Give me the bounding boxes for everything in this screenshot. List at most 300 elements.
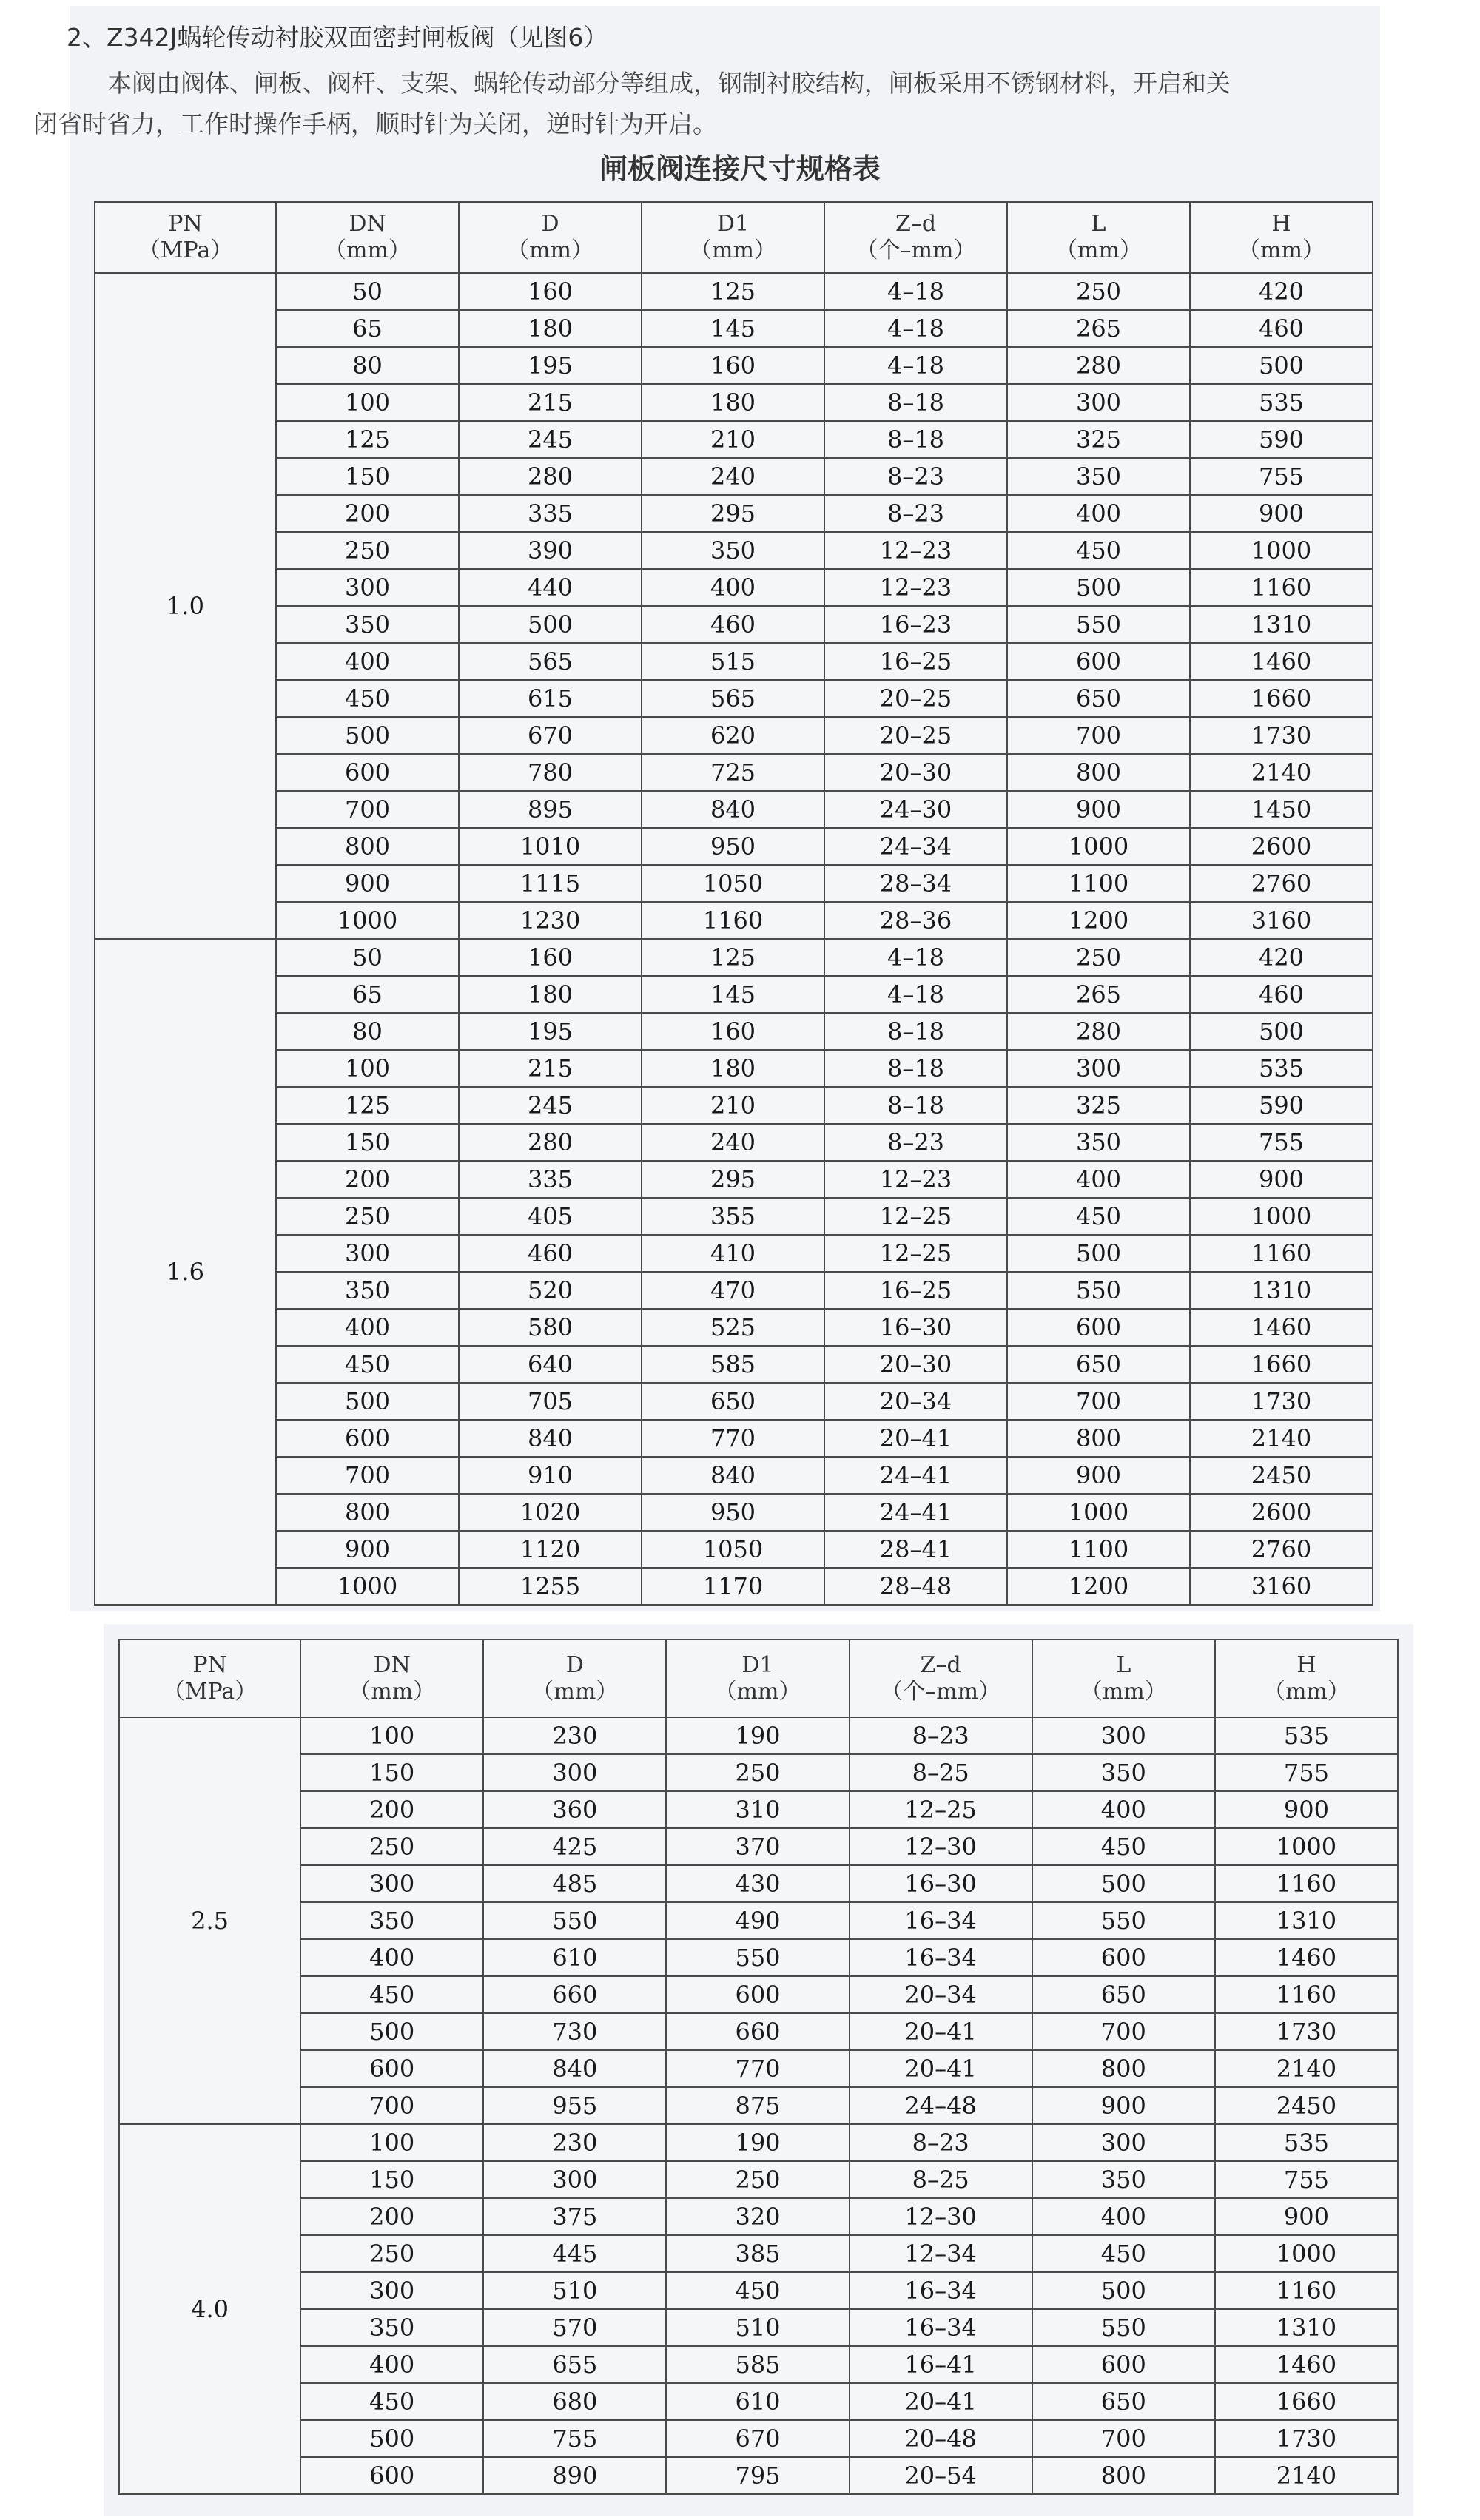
table-cell: 8–23 <box>824 1124 1007 1161</box>
table-cell: 280 <box>459 458 642 495</box>
table-cell: 2450 <box>1190 1457 1373 1494</box>
table-cell: 2450 <box>1215 2087 1398 2124</box>
table-row <box>119 2309 1398 2346</box>
table-cell: 535 <box>1190 384 1373 421</box>
table-cell: 500 <box>1190 1013 1373 1050</box>
table-cell: 1460 <box>1190 643 1373 680</box>
table-cell: 1660 <box>1215 2383 1398 2420</box>
column-header-unit: （mm） <box>714 1678 801 1705</box>
table-cell: 160 <box>642 1013 824 1050</box>
table-cell: 900 <box>1190 495 1373 532</box>
table-cell: 125 <box>642 939 824 976</box>
table-cell: 550 <box>1007 1272 1190 1309</box>
table-cell: 230 <box>483 2124 666 2161</box>
table-cell: 910 <box>459 1457 642 1494</box>
table-row <box>95 643 1373 680</box>
table-cell: 655 <box>483 2346 666 2383</box>
table-cell: 160 <box>459 939 642 976</box>
table-cell: 2600 <box>1190 828 1373 865</box>
table-cell: 125 <box>276 1087 459 1124</box>
table-cell: 445 <box>483 2235 666 2272</box>
table-cell: 1460 <box>1215 1939 1398 1976</box>
table-cell: 1450 <box>1190 791 1373 828</box>
table-cell: 405 <box>459 1198 642 1235</box>
table-cell: 295 <box>642 495 824 532</box>
table-cell: 1730 <box>1215 2420 1398 2457</box>
table-cell: 8–18 <box>824 1087 1007 1124</box>
table-cell: 600 <box>1007 643 1190 680</box>
table-cell: 20–41 <box>824 1420 1007 1457</box>
table-cell: 1010 <box>459 828 642 865</box>
table-cell: 400 <box>642 569 824 606</box>
table-cell: 190 <box>666 1717 849 1754</box>
table-cell: 520 <box>459 1272 642 1309</box>
table-cell: 215 <box>459 1050 642 1087</box>
table-cell: 650 <box>1007 680 1190 717</box>
table-cell: 350 <box>300 1902 483 1939</box>
table-cell: 525 <box>642 1309 824 1346</box>
table-cell: 4–18 <box>824 347 1007 384</box>
column-header-symbol: DN <box>349 211 386 237</box>
table-cell: 590 <box>1190 1087 1373 1124</box>
column-header <box>642 202 824 273</box>
table-cell: 280 <box>1007 1013 1190 1050</box>
table-cell: 450 <box>276 1346 459 1383</box>
table-cell: 500 <box>1032 2272 1215 2309</box>
table-cell: 300 <box>276 569 459 606</box>
table-row <box>119 1902 1398 1939</box>
table-cell: 295 <box>642 1161 824 1198</box>
spec-table-2 <box>118 1639 1399 2495</box>
table-cell: 20–30 <box>824 754 1007 791</box>
table-row <box>95 1309 1373 1346</box>
table-cell: 700 <box>1032 2420 1215 2457</box>
table-cell: 500 <box>459 606 642 643</box>
table-cell: 24–41 <box>824 1494 1007 1531</box>
table-cell: 700 <box>1007 717 1190 754</box>
table-row <box>95 1050 1373 1087</box>
table-row <box>95 902 1373 939</box>
table-cell: 16–30 <box>850 1865 1032 1902</box>
table-row <box>119 2050 1398 2087</box>
table-cell: 160 <box>459 273 642 310</box>
column-header-symbol: D1 <box>716 211 750 237</box>
table-cell: 350 <box>1007 1124 1190 1161</box>
table-cell: 900 <box>276 1531 459 1568</box>
table-cell: 430 <box>666 1865 849 1902</box>
table-cell: 1310 <box>1190 606 1373 643</box>
table-cell: 420 <box>1190 273 1373 310</box>
table-cell: 3160 <box>1190 1568 1373 1605</box>
table-row <box>119 1939 1398 1976</box>
column-header-unit: （个–mm） <box>881 1678 1001 1705</box>
table-cell: 955 <box>483 2087 666 2124</box>
table-cell: 900 <box>1007 791 1190 828</box>
table-cell: 535 <box>1215 1717 1398 1754</box>
column-header-unit: （mm） <box>690 237 776 263</box>
table-cell: 20–34 <box>850 1976 1032 2013</box>
table-cell: 1160 <box>1215 1976 1398 2013</box>
table-cell: 565 <box>642 680 824 717</box>
table-cell: 210 <box>642 421 824 458</box>
table-cell: 28–41 <box>824 1531 1007 1568</box>
table-cell: 440 <box>459 569 642 606</box>
table-cell: 700 <box>1007 1383 1190 1420</box>
table-cell: 840 <box>459 1420 642 1457</box>
table-cell: 20–25 <box>824 680 1007 717</box>
table-row <box>95 1235 1373 1272</box>
column-header-unit: （MPa） <box>162 1678 258 1705</box>
column-header <box>824 202 1007 273</box>
table-cell: 16–41 <box>850 2346 1032 2383</box>
table-cell: 500 <box>300 2420 483 2457</box>
table-row <box>95 310 1373 347</box>
intro-paragraph <box>33 63 1336 144</box>
table-cell: 800 <box>1032 2457 1215 2494</box>
table-cell: 1050 <box>642 1531 824 1568</box>
table-row <box>95 828 1373 865</box>
table-row <box>95 791 1373 828</box>
table-cell: 20–41 <box>850 2383 1032 2420</box>
table-row <box>119 2272 1398 2309</box>
table-cell: 700 <box>300 2087 483 2124</box>
table-cell: 1000 <box>1007 828 1190 865</box>
table-cell: 570 <box>483 2309 666 2346</box>
column-header-unit: （个–mm） <box>855 237 976 263</box>
table-cell: 610 <box>666 2383 849 2420</box>
table-cell: 2760 <box>1190 1531 1373 1568</box>
table-cell: 20–48 <box>850 2420 1032 2457</box>
table-cell: 550 <box>1032 1902 1215 1939</box>
table-cell: 145 <box>642 310 824 347</box>
table-cell: 795 <box>666 2457 849 2494</box>
table-cell: 500 <box>1032 1865 1215 1902</box>
table-cell: 450 <box>1032 2235 1215 2272</box>
table-cell: 900 <box>1190 1161 1373 1198</box>
table-cell: 125 <box>642 273 824 310</box>
table-cell: 28–34 <box>824 865 1007 902</box>
table-cell: 500 <box>1190 347 1373 384</box>
column-header-symbol: PN <box>192 1651 227 1678</box>
table-cell: 600 <box>300 2050 483 2087</box>
table-row <box>119 2383 1398 2420</box>
table-cell: 610 <box>483 1939 666 1976</box>
table-cell: 125 <box>276 421 459 458</box>
table-row <box>95 569 1373 606</box>
table-cell: 350 <box>1032 1754 1215 1791</box>
table-cell: 8–23 <box>824 495 1007 532</box>
table-cell: 240 <box>642 458 824 495</box>
table-cell: 12–25 <box>824 1235 1007 1272</box>
table-cell: 600 <box>666 1976 849 2013</box>
table-cell: 215 <box>459 384 642 421</box>
table-cell: 460 <box>1190 310 1373 347</box>
table-cell: 12–23 <box>824 532 1007 569</box>
table-cell: 300 <box>300 2272 483 2309</box>
table-cell: 250 <box>300 1828 483 1865</box>
table-row <box>95 1198 1373 1235</box>
table-header-row <box>95 202 1373 273</box>
table-cell: 450 <box>1007 532 1190 569</box>
table-cell: 8–18 <box>824 1013 1007 1050</box>
table-row <box>95 1124 1373 1161</box>
table-row <box>95 495 1373 532</box>
table-cell: 20–41 <box>850 2050 1032 2087</box>
column-header-unit: （mm） <box>531 1678 619 1705</box>
table-row <box>95 458 1373 495</box>
table-cell: 755 <box>1190 458 1373 495</box>
table-row <box>119 1976 1398 2013</box>
column-header-symbol: PN <box>168 211 203 237</box>
table-cell: 390 <box>459 532 642 569</box>
table-row <box>95 939 1373 976</box>
table-cell: 8–25 <box>850 2161 1032 2198</box>
table-cell: 180 <box>642 1050 824 1087</box>
table-cell: 195 <box>459 1013 642 1050</box>
table-cell: 460 <box>459 1235 642 1272</box>
table-cell: 250 <box>1007 273 1190 310</box>
table-cell: 660 <box>666 2013 849 2050</box>
table-cell: 300 <box>1032 2124 1215 2161</box>
table-cell: 300 <box>1007 1050 1190 1087</box>
table-cell: 335 <box>459 1161 642 1198</box>
table-cell: 460 <box>642 606 824 643</box>
table-cell: 250 <box>1007 939 1190 976</box>
table-cell: 470 <box>642 1272 824 1309</box>
table-cell: 500 <box>276 717 459 754</box>
table-cell: 24–48 <box>850 2087 1032 2124</box>
table-cell: 24–34 <box>824 828 1007 865</box>
table-cell: 160 <box>642 347 824 384</box>
column-header <box>119 1640 300 1717</box>
table-cell: 420 <box>1190 939 1373 976</box>
table-row <box>95 1531 1373 1568</box>
table-cell: 200 <box>300 1791 483 1828</box>
column-header <box>95 202 276 273</box>
table-cell: 150 <box>276 1124 459 1161</box>
table-cell: 780 <box>459 754 642 791</box>
table-cell: 1100 <box>1007 1531 1190 1568</box>
table-cell: 900 <box>1007 1457 1190 1494</box>
table-cell: 515 <box>642 643 824 680</box>
column-header-symbol: D1 <box>741 1651 774 1678</box>
table-cell: 1730 <box>1190 717 1373 754</box>
table-cell: 590 <box>1190 421 1373 458</box>
table-cell: 16–34 <box>850 2272 1032 2309</box>
table-cell: 840 <box>642 791 824 828</box>
table-cell: 325 <box>1007 421 1190 458</box>
table-row <box>95 1087 1373 1124</box>
table-cell: 20–54 <box>850 2457 1032 2494</box>
table-cell: 565 <box>459 643 642 680</box>
table-cell: 65 <box>276 976 459 1013</box>
table-cell: 145 <box>642 976 824 1013</box>
table-cell: 28–36 <box>824 902 1007 939</box>
table-cell: 385 <box>666 2235 849 2272</box>
table-row <box>95 1420 1373 1457</box>
table-title: 闸板阀连接尺寸规格表 <box>599 152 881 185</box>
table-cell: 1115 <box>459 865 642 902</box>
table-cell: 725 <box>642 754 824 791</box>
table-cell: 190 <box>666 2124 849 2161</box>
table-cell: 585 <box>642 1346 824 1383</box>
table-cell: 350 <box>1007 458 1190 495</box>
column-header-symbol: DN <box>373 1651 411 1678</box>
table-row <box>95 1457 1373 1494</box>
table-cell: 620 <box>642 717 824 754</box>
table-cell: 600 <box>300 2457 483 2494</box>
table-cell: 265 <box>1007 976 1190 1013</box>
table-cell: 550 <box>1007 606 1190 643</box>
section-heading: 2、Z342J蜗轮传动衬胶双面密封闸板阀（见图6） <box>67 23 608 52</box>
table-cell: 400 <box>300 1939 483 1976</box>
table-header-row <box>119 1640 1398 1717</box>
table-cell: 20–41 <box>850 2013 1032 2050</box>
table-cell: 1160 <box>642 902 824 939</box>
table-cell: 8–23 <box>824 458 1007 495</box>
table-cell: 20–25 <box>824 717 1007 754</box>
table-cell: 600 <box>1007 1309 1190 1346</box>
table-cell: 755 <box>1190 1124 1373 1161</box>
table-cell: 1460 <box>1190 1309 1373 1346</box>
table-cell: 80 <box>276 1013 459 1050</box>
table-cell: 650 <box>1032 1976 1215 2013</box>
table-cell: 310 <box>666 1791 849 1828</box>
table-cell: 1020 <box>459 1494 642 1531</box>
table-cell: 300 <box>300 1865 483 1902</box>
table-cell: 28–48 <box>824 1568 1007 1605</box>
table-cell: 265 <box>1007 310 1190 347</box>
table-cell: 600 <box>1032 2346 1215 2383</box>
table-cell: 400 <box>1032 2198 1215 2235</box>
table-cell: 8–18 <box>824 384 1007 421</box>
table-row <box>95 1013 1373 1050</box>
table-row <box>119 2087 1398 2124</box>
table-cell: 355 <box>642 1198 824 1235</box>
table-cell: 680 <box>483 2383 666 2420</box>
table-cell: 1310 <box>1215 1902 1398 1939</box>
column-header-unit: （mm） <box>1055 237 1142 263</box>
table-row <box>119 2420 1398 2457</box>
table-cell: 400 <box>1007 1161 1190 1198</box>
table-cell: 360 <box>483 1791 666 1828</box>
table-cell: 80 <box>276 347 459 384</box>
table-cell: 500 <box>1007 569 1190 606</box>
table-cell: 450 <box>276 680 459 717</box>
table-cell: 325 <box>1007 1087 1190 1124</box>
table-cell: 600 <box>276 754 459 791</box>
table-cell: 300 <box>483 1754 666 1791</box>
table-cell: 280 <box>1007 347 1190 384</box>
table-cell: 670 <box>666 2420 849 2457</box>
table-row <box>119 2198 1398 2235</box>
table-cell: 1160 <box>1215 2272 1398 2309</box>
table-row <box>119 1865 1398 1902</box>
table-cell: 400 <box>276 643 459 680</box>
table-cell: 350 <box>276 606 459 643</box>
column-header-symbol: L <box>1091 211 1106 237</box>
table-cell: 8–23 <box>850 2124 1032 2161</box>
table-cell: 300 <box>276 1235 459 1272</box>
table-cell: 1160 <box>1190 569 1373 606</box>
table-cell: 20–34 <box>824 1383 1007 1420</box>
table-cell: 650 <box>642 1383 824 1420</box>
table-cell: 450 <box>300 2383 483 2420</box>
table-row <box>119 2235 1398 2272</box>
table-cell: 600 <box>1032 1939 1215 1976</box>
table-cell: 16–30 <box>824 1309 1007 1346</box>
table-cell: 250 <box>300 2235 483 2272</box>
table-cell: 180 <box>459 310 642 347</box>
column-header <box>1215 1640 1398 1717</box>
table-cell: 900 <box>1032 2087 1215 2124</box>
table-cell: 8–25 <box>850 1754 1032 1791</box>
table-cell: 650 <box>1007 1346 1190 1383</box>
table-row <box>95 680 1373 717</box>
table-cell: 510 <box>666 2309 849 2346</box>
table-row <box>95 273 1373 310</box>
table-cell: 800 <box>1007 754 1190 791</box>
table-cell: 12–30 <box>850 1828 1032 1865</box>
table-cell: 500 <box>276 1383 459 1420</box>
table-cell: 350 <box>642 532 824 569</box>
table-cell: 1310 <box>1215 2309 1398 2346</box>
table-cell: 300 <box>1007 384 1190 421</box>
table-cell: 8–18 <box>824 421 1007 458</box>
table-cell: 8–23 <box>850 1717 1032 1754</box>
table-row <box>119 2346 1398 2383</box>
table-cell: 2140 <box>1215 2457 1398 2494</box>
table-cell: 65 <box>276 310 459 347</box>
table-cell: 400 <box>276 1309 459 1346</box>
table-cell: 700 <box>1032 2013 1215 2050</box>
table-cell: 150 <box>276 458 459 495</box>
table-cell: 100 <box>276 384 459 421</box>
table-cell: 195 <box>459 347 642 384</box>
table-row <box>95 1383 1373 1420</box>
table-cell: 755 <box>1215 1754 1398 1791</box>
table-row <box>95 606 1373 643</box>
column-header-unit: （mm） <box>1238 237 1325 263</box>
table-cell: 550 <box>1032 2309 1215 2346</box>
table-cell: 2140 <box>1190 754 1373 791</box>
column-header-unit: （mm） <box>324 237 411 263</box>
table-cell: 840 <box>483 2050 666 2087</box>
table-cell: 245 <box>459 421 642 458</box>
table-cell: 200 <box>276 1161 459 1198</box>
table-cell: 1000 <box>1215 1828 1398 1865</box>
table-cell: 12–23 <box>824 1161 1007 1198</box>
table-cell: 230 <box>483 1717 666 1754</box>
table-cell: 800 <box>276 1494 459 1531</box>
table-cell: 450 <box>1007 1198 1190 1235</box>
column-header-unit: （mm） <box>507 237 593 263</box>
table-cell: 3160 <box>1190 902 1373 939</box>
table-cell: 585 <box>666 2346 849 2383</box>
table-cell: 50 <box>276 273 459 310</box>
table-cell: 12–25 <box>850 1791 1032 1828</box>
pressure-group-cell: 2.5 <box>119 1717 300 2124</box>
table-cell: 640 <box>459 1346 642 1383</box>
table-cell: 900 <box>1215 1791 1398 1828</box>
table-cell: 485 <box>483 1865 666 1902</box>
table-cell: 250 <box>666 1754 849 1791</box>
table-cell: 100 <box>300 1717 483 1754</box>
table-cell: 500 <box>1007 1235 1190 1272</box>
table-row <box>95 1494 1373 1531</box>
table-cell: 550 <box>666 1939 849 1976</box>
table-cell: 1000 <box>1007 1494 1190 1531</box>
